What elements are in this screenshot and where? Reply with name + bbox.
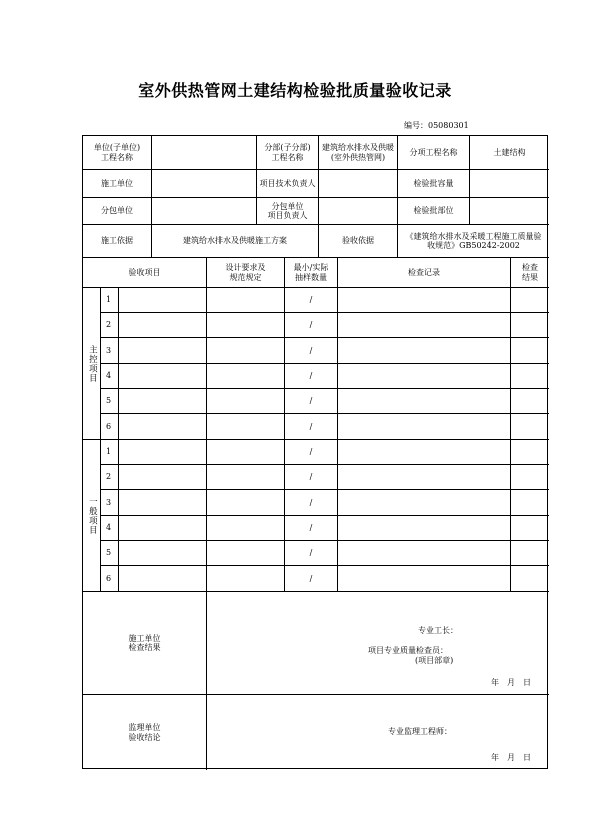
col-design-requirement: 设计要求及 规范规定 (207, 258, 285, 288)
sub-project-label: 分部(子分部) 工程名称 (257, 136, 319, 170)
main-control-check-record-cell[interactable] (338, 288, 511, 313)
general-sample-quantity-cell: / (285, 490, 338, 516)
sub-project-value: 建筑给水排水及供暖(室外供热管网) (319, 136, 398, 170)
main-control-item-content-cell[interactable] (119, 364, 207, 389)
general-check-record-cell[interactable] (338, 566, 511, 592)
general-check-result-cell[interactable] (511, 566, 549, 592)
general-check-result-cell[interactable] (511, 490, 549, 516)
sub-lead-field[interactable] (319, 198, 398, 225)
supervisor-date: 年 月 日 (491, 753, 531, 762)
main-control-row-number: 6 (101, 414, 119, 440)
general-check-result-cell[interactable] (511, 516, 549, 541)
contractor-date: 年 月 日 (491, 678, 531, 687)
general-check-result-cell[interactable] (511, 440, 549, 465)
general-check-record-cell[interactable] (338, 440, 511, 465)
inspection-record-table (82, 135, 548, 769)
main-control-item-content-cell[interactable] (119, 389, 207, 414)
batch-capacity-field[interactable] (470, 170, 549, 198)
general-design-requirement-cell[interactable] (207, 465, 285, 490)
general-sample-quantity-cell: / (285, 566, 338, 592)
general-sample-quantity-cell: / (285, 440, 338, 465)
col-inspection-item: 验收项目 (83, 258, 207, 288)
quality-inspector-label: 项目专业质量检查员： (368, 646, 448, 655)
main-control-check-record-cell[interactable] (338, 338, 511, 364)
main-control-sample-quantity-cell: / (285, 414, 338, 440)
tech-lead-field[interactable] (319, 170, 398, 198)
batch-location-label: 检验批部位 (398, 198, 470, 225)
general-item-content-cell[interactable] (119, 566, 207, 592)
general-design-requirement-cell[interactable] (207, 516, 285, 541)
supervisor-conclusion-label: 监理单位 验收结论 (83, 695, 207, 770)
main-control-check-record-cell[interactable] (338, 313, 511, 338)
main-control-design-requirement-cell[interactable] (207, 364, 285, 389)
main-control-item-content-cell[interactable] (119, 414, 207, 440)
main-control-check-result-cell[interactable] (511, 389, 549, 414)
subcontractor-field[interactable] (152, 198, 257, 225)
main-control-check-result-cell[interactable] (511, 288, 549, 313)
main-control-sample-quantity-cell: / (285, 389, 338, 414)
main-control-group-label: 主控项目 (83, 288, 101, 440)
general-sample-quantity-cell: / (285, 541, 338, 566)
general-check-record-cell[interactable] (338, 465, 511, 490)
general-row-number: 4 (101, 516, 119, 541)
contractor-label: 施工单位 (83, 170, 152, 198)
item-project-value: 土建结构 (470, 136, 549, 170)
main-control-design-requirement-cell[interactable] (207, 338, 285, 364)
main-control-row-number: 4 (101, 364, 119, 389)
general-check-record-cell[interactable] (338, 541, 511, 566)
main-control-row-number: 5 (101, 389, 119, 414)
general-design-requirement-cell[interactable] (207, 541, 285, 566)
general-row-number: 6 (101, 566, 119, 592)
main-control-row-number: 2 (101, 313, 119, 338)
general-check-result-cell[interactable] (511, 465, 549, 490)
general-item-content-cell[interactable] (119, 465, 207, 490)
general-row-number: 1 (101, 440, 119, 465)
unit-project-field[interactable] (152, 136, 257, 170)
general-item-content-cell[interactable] (119, 440, 207, 465)
supervising-engineer-label: 专业监理工程师： (388, 727, 452, 736)
main-control-item-content-cell[interactable] (119, 338, 207, 364)
col-check-record: 检查记录 (338, 258, 511, 288)
general-check-result-cell[interactable] (511, 541, 549, 566)
contractor-field[interactable] (152, 170, 257, 198)
main-control-check-result-cell[interactable] (511, 338, 549, 364)
general-design-requirement-cell[interactable] (207, 490, 285, 516)
contractor-check-label: 施工单位 检查结果 (83, 592, 207, 695)
col-check-result: 检查 结果 (511, 258, 549, 288)
main-control-sample-quantity-cell: / (285, 338, 338, 364)
main-control-sample-quantity-cell: / (285, 364, 338, 389)
general-item-content-cell[interactable] (119, 490, 207, 516)
main-control-check-record-cell[interactable] (338, 364, 511, 389)
general-item-content-cell[interactable] (119, 541, 207, 566)
acceptance-basis-label: 验收依据 (319, 225, 398, 258)
batch-capacity-label: 检验批容量 (398, 170, 470, 198)
general-design-requirement-cell[interactable] (207, 440, 285, 465)
subcontractor-label: 分包单位 (83, 198, 152, 225)
main-control-design-requirement-cell[interactable] (207, 414, 285, 440)
main-control-design-requirement-cell[interactable] (207, 389, 285, 414)
main-control-sample-quantity-cell: / (285, 288, 338, 313)
sub-lead-label: 分包单位 项目负责人 (257, 198, 319, 225)
acceptance-basis-value: 《建筑给水排水及采暖工程施工质量验收规范》GB50242-2002 (398, 225, 549, 258)
main-control-sample-quantity-cell: / (285, 313, 338, 338)
construction-basis-label: 施工依据 (83, 225, 152, 258)
project-seal-label: (项目部章) (415, 656, 454, 665)
main-control-design-requirement-cell[interactable] (207, 288, 285, 313)
document-title: 室外供热管网土建结构检验批质量验收记录 (138, 81, 452, 100)
general-item-content-cell[interactable] (119, 516, 207, 541)
tech-lead-label: 项目技术负责人 (257, 170, 319, 198)
item-project-label: 分项工程名称 (398, 136, 470, 170)
unit-project-label: 单位(子单位) 工程名称 (83, 136, 152, 170)
main-control-check-result-cell[interactable] (511, 414, 549, 440)
foreman-label: 专业工长： (418, 626, 458, 635)
general-design-requirement-cell[interactable] (207, 566, 285, 592)
general-check-record-cell[interactable] (338, 490, 511, 516)
main-control-check-result-cell[interactable] (511, 313, 549, 338)
col-sample-quantity: 最小/实际 抽样数量 (285, 258, 338, 288)
main-control-item-content-cell[interactable] (119, 313, 207, 338)
main-control-design-requirement-cell[interactable] (207, 313, 285, 338)
general-row-number: 2 (101, 465, 119, 490)
general-group-label: 一般项目 (83, 440, 101, 592)
main-control-check-result-cell[interactable] (511, 364, 549, 389)
general-sample-quantity-cell: / (285, 516, 338, 541)
general-row-number: 5 (101, 541, 119, 566)
main-control-check-record-cell[interactable] (338, 414, 511, 440)
document-code: 编号：05080301 (404, 121, 469, 130)
general-check-record-cell[interactable] (338, 516, 511, 541)
main-control-check-record-cell[interactable] (338, 389, 511, 414)
main-control-item-content-cell[interactable] (119, 288, 207, 313)
general-sample-quantity-cell: / (285, 465, 338, 490)
general-row-number: 3 (101, 490, 119, 516)
main-control-row-number: 1 (101, 288, 119, 313)
construction-basis-value: 建筑给水排水及供暖施工方案 (152, 225, 319, 258)
batch-location-field[interactable] (470, 198, 549, 225)
main-control-row-number: 3 (101, 338, 119, 364)
